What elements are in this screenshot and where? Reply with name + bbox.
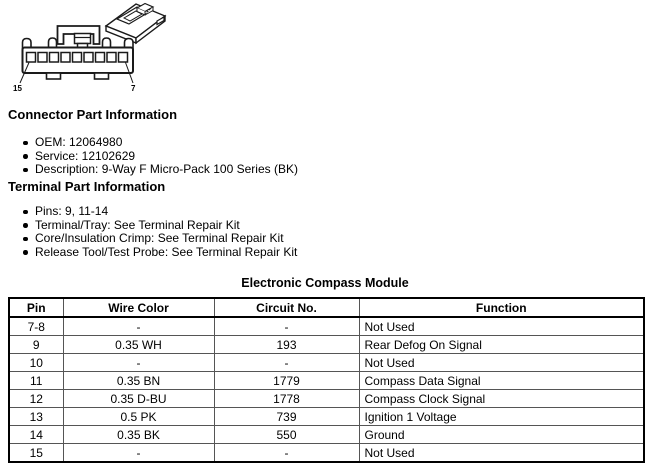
- list-item-text: Terminal/Tray: See Terminal Repair Kit: [35, 217, 240, 232]
- cell-circuit-no: 550: [214, 426, 359, 444]
- bullet-icon: [23, 250, 28, 255]
- cell-function: Compass Data Signal: [359, 372, 644, 390]
- list-item-text: Pins: 9, 11-14: [35, 204, 109, 218]
- connector-part-info-heading: Connector Part Information: [8, 107, 178, 122]
- bullet-icon: [23, 154, 28, 159]
- cell-circuit-no: 1779: [214, 372, 359, 390]
- table-title: Electronic Compass Module: [241, 276, 409, 290]
- table-row: [9, 390, 644, 408]
- table-row: [9, 444, 644, 463]
- cell-wire-color: 0.35 WH: [63, 336, 214, 354]
- cell-wire-color: 0.35 D-BU: [63, 390, 214, 408]
- cell-pin: 7-8: [9, 317, 63, 336]
- list-item: [22, 246, 297, 260]
- list-item: [22, 219, 297, 233]
- pin-15-label: 15: [13, 84, 22, 93]
- bullet-icon: [23, 141, 28, 146]
- list-item-text: Release Tool/Test Probe: See Terminal Repair Kit: [35, 244, 298, 259]
- cell-circuit-no: 1778: [214, 390, 359, 408]
- table-header-row: [9, 298, 644, 317]
- list-item: [22, 205, 297, 219]
- cell-circuit-no: 739: [214, 408, 359, 426]
- cell-function: Rear Defog On Signal: [359, 336, 644, 354]
- cell-function: Not Used: [359, 354, 644, 372]
- table-row: [9, 426, 644, 444]
- cell-pin: 9: [9, 336, 63, 354]
- pin-cavities: [27, 53, 128, 63]
- list-item: [22, 150, 298, 164]
- cell-wire-color: 0.35 BN: [63, 372, 214, 390]
- cell-circuit-no: -: [214, 317, 359, 336]
- cell-function: Ground: [359, 426, 644, 444]
- connector-diagram: [0, 0, 175, 96]
- list-item-text: Service: 12102629: [35, 148, 136, 163]
- cell-pin: 13: [9, 408, 63, 426]
- cell-wire-color: -: [63, 444, 214, 463]
- connector-part-info-list: [22, 136, 298, 177]
- cell-circuit-no: -: [214, 354, 359, 372]
- col-header-pin: Pin: [9, 298, 63, 317]
- cell-function: Not Used: [359, 444, 644, 463]
- table-row: [9, 372, 644, 390]
- terminal-part-info-list: [22, 205, 297, 259]
- bullet-icon: [23, 210, 28, 215]
- list-item-text: Core/Insulation Crimp: See Terminal Repair Kit: [35, 231, 284, 246]
- list-item-text: Description: 9-Way F Micro-Pack 100 Series (BK): [35, 162, 298, 177]
- table-row: [9, 317, 644, 336]
- cell-wire-color: 0.5 PK: [63, 408, 214, 426]
- bullet-icon: [23, 237, 28, 242]
- cell-pin: 15: [9, 444, 63, 463]
- list-item-text: OEM: 12064980: [35, 135, 123, 149]
- pin-7-label: 7: [131, 84, 136, 93]
- col-header-wire-color: Wire Color: [63, 298, 214, 317]
- table-row: [9, 408, 644, 426]
- cell-wire-color: 0.35 BK: [63, 426, 214, 444]
- cell-function: Ignition 1 Voltage: [359, 408, 644, 426]
- list-item: [22, 136, 298, 150]
- cell-function: Not Used: [359, 317, 644, 336]
- cell-wire-color: -: [63, 317, 214, 336]
- cell-pin: 12: [9, 390, 63, 408]
- cell-pin: 10: [9, 354, 63, 372]
- col-header-function: Function: [359, 298, 644, 317]
- terminal-part-info-heading: Terminal Part Information: [8, 179, 166, 194]
- col-header-circuit-no: Circuit No.: [214, 298, 359, 317]
- cell-function: Compass Clock Signal: [359, 390, 644, 408]
- table-row: [9, 354, 644, 372]
- connector-iso-view: [106, 4, 165, 44]
- cell-pin: 11: [9, 372, 63, 390]
- list-item: [22, 163, 298, 177]
- list-item: [22, 232, 297, 246]
- table-row: [9, 336, 644, 354]
- bullet-icon: [23, 168, 28, 173]
- cell-pin: 14: [9, 426, 63, 444]
- bullet-icon: [23, 223, 28, 228]
- pinout-table: [8, 297, 645, 463]
- cell-circuit-no: 193: [214, 336, 359, 354]
- cell-circuit-no: -: [214, 444, 359, 463]
- cell-wire-color: -: [63, 354, 214, 372]
